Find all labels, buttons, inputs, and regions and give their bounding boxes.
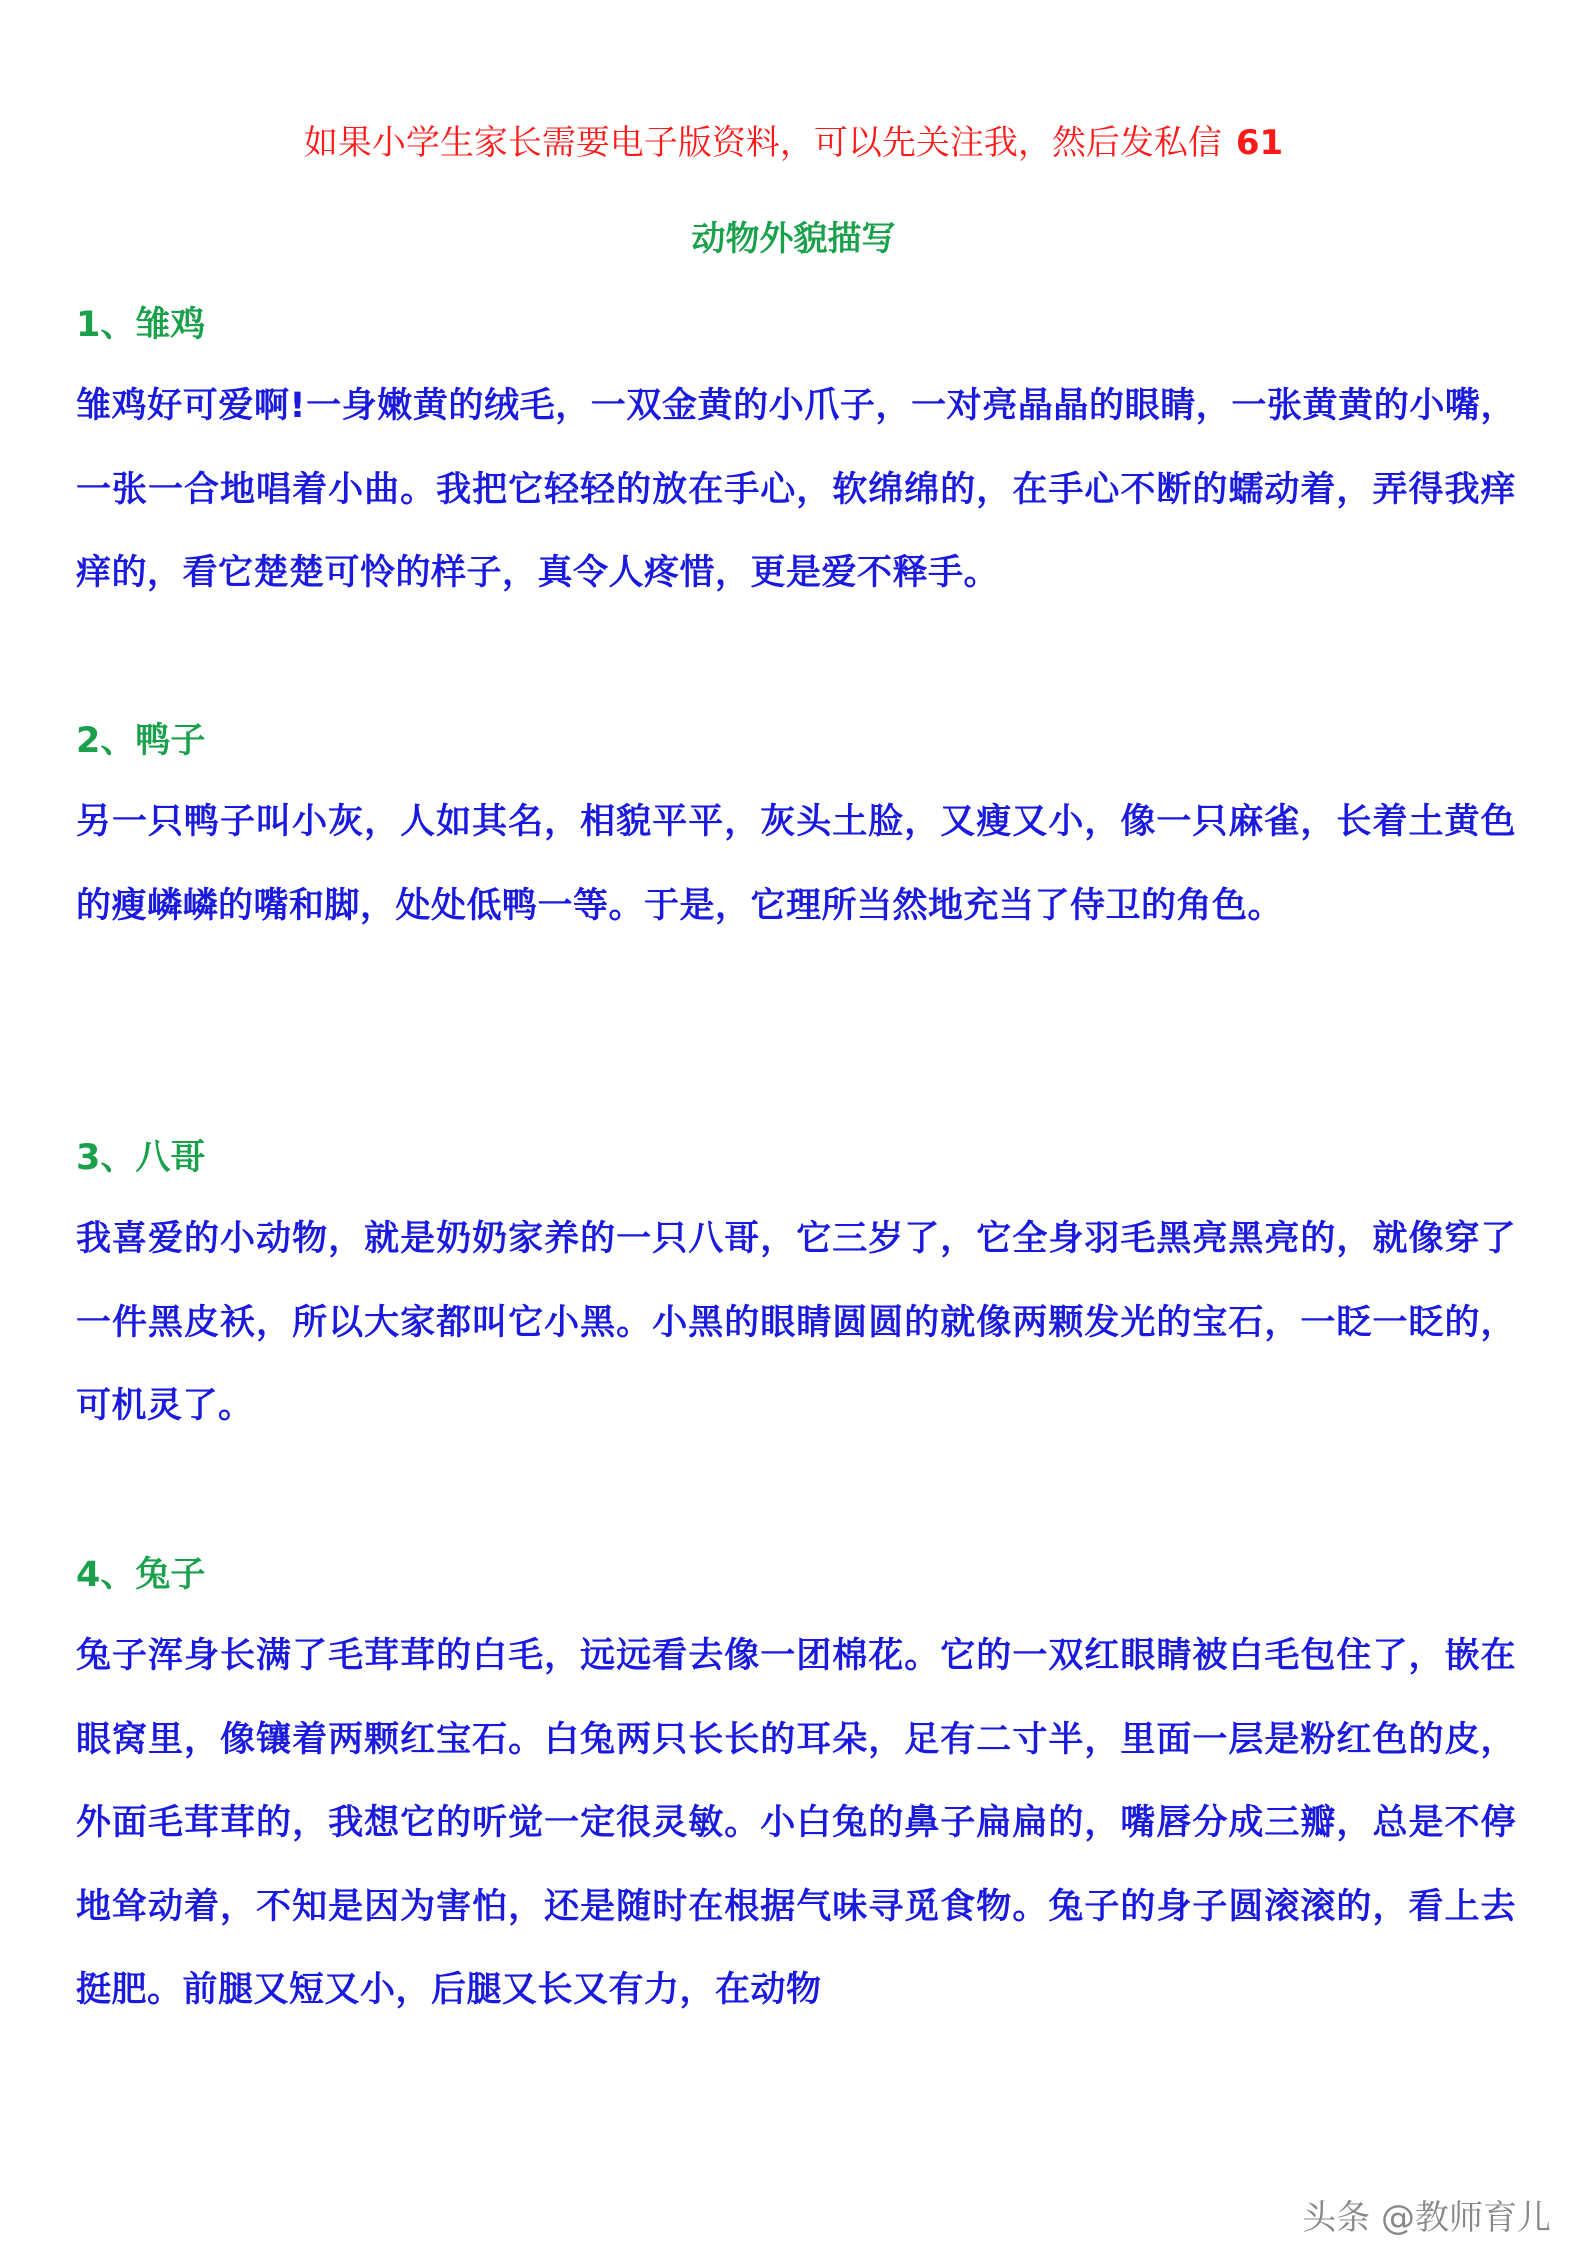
section-heading: 2、鸭子 [76, 721, 206, 761]
section-duck [76, 716, 1516, 948]
section-heading: 3、八哥 [76, 1138, 206, 1178]
section-heading: 1、雏鸡 [76, 305, 206, 345]
document-title: 动物外貌描写 [691, 219, 896, 259]
section-heading: 4、兔子 [76, 1555, 206, 1595]
section-body: 雏鸡好可爱啊!一身嫩黄的绒毛，一双金黄的小爪子，一对亮晶晶的眼睛，一张黄黄的小嘴，一张一合地唱着小曲。我把它轻轻的放在手心，软绵绵的，在手心不断的蠕动着，弄得我痒痒的，看它楚楚可怜的样子，真令人疼惜，更是爱不释手。 [76, 386, 1516, 593]
section-body: 另一只鸭子叫小灰，人如其名，相貌平平，灰头土脸，又瘦又小，像一只麻雀，长着土黄色的瘦嶙嶙的嘴和脚，处处低鸭一等。于是，它理所当然地充当了侍卫的角色。 [76, 802, 1516, 926]
section-rabbit [76, 1550, 1516, 2033]
section-body: 我喜爱的小动物，就是奶奶家养的一只八哥，它三岁了，它全身羽毛黑亮黑亮的，就像穿了一件黑皮袄，所以大家都叫它小黑。小黑的眼睛圆圆的就像两颗发光的宝石，一眨一眨的，可机灵了。 [76, 1219, 1516, 1426]
promo-notice [0, 118, 1587, 168]
section-chick [76, 300, 1516, 616]
promo-notice-text: 如果小学生家长需要电子版资料，可以先关注我，然后发私信 [303, 123, 1222, 163]
source-watermark: 头条 @教师育儿 [1302, 2198, 1551, 2238]
section-body: 兔子浑身长满了毛茸茸的白毛，远远看去像一团棉花。它的一双红眼睛被白毛包住了，嵌在眼窝里，像镶着两颗红宝石。白兔两只长长的耳朵，足有二寸半，里面一层是粉红色的皮，外面毛茸茸的，我想它的听觉一定很灵敏。小白兔的鼻子扁扁的，嘴唇分成三瓣，总是不停地耸动着，不知是因为害怕，还是随时在根据气味寻觅食物。兔子的身子圆滚滚的，看上去挺肥。前腿又短又小，后腿又长又有力，在动物 [76, 1636, 1516, 2010]
section-myna [76, 1133, 1516, 1449]
promo-notice-number: 61 [1235, 123, 1284, 163]
